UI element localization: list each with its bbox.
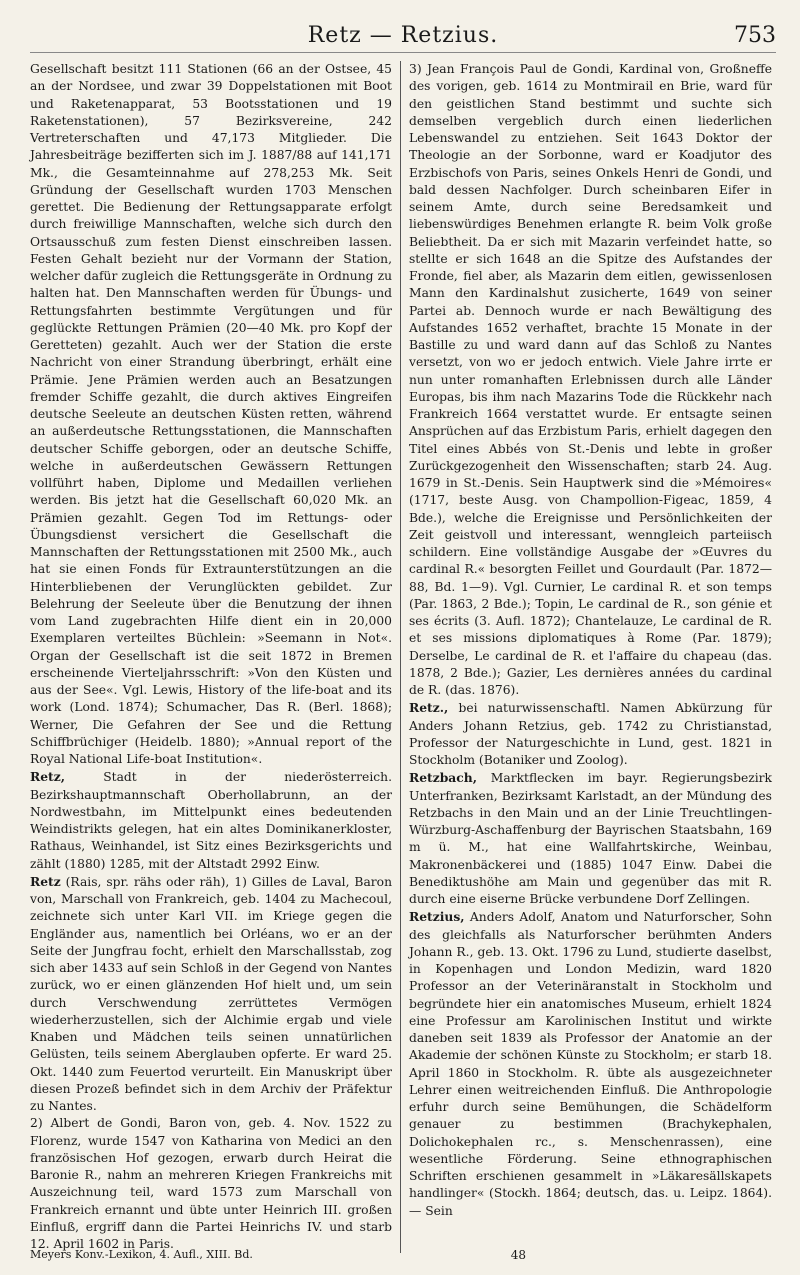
entry-text: Marktflecken im bayr. Regierungsbezirk Unterfranken, Bezirksamt Karlstadt, an der Mündung des Retzbachs in den Main und an der Linie Treuchtlingen-Würzburg-Aschaffenburg der Bayrischen Staatsbahn, 169 m ü. M., hat eine Wallfahrtskirche, Weinbau, Makronenbäckerei und (1885) 1047 Einw. Dabei die Benediktushöhe am Main und gegenüber das mit R. durch eine eiserne Brücke verbundene Dorf Zellingen.	[409, 771, 772, 906]
entry-retz-city	[30, 768, 392, 873]
running-title: Retz — Retzius.	[307, 23, 499, 48]
right-column	[401, 61, 772, 1253]
headword: Retz.,	[409, 700, 449, 716]
headword: Retz	[30, 873, 61, 889]
entry-retzbach	[409, 769, 772, 908]
entry-text: Stadt in der niederösterreich. Bezirkshauptmannschaft Oberhollabrunn, an der Nordwestbahn, im Mittelpunkt eines bedeutenden Weindistrikts gelegen, hat ein altes Dominikanerkloster, Rathaus, Weinhandel, ist Sitz eines Bezirksgerichts und zählt (1880) 1285, mit der Altstadt 2992 Einw.	[30, 770, 392, 871]
signature-mark: 48	[510, 1248, 526, 1262]
page-footer	[30, 1248, 776, 1262]
entry-text: Anders Adolf, Anatom und Naturforscher, Sohn des gleichfalls als Naturforscher berühmten Anders Johann R., geb. 13. Okt. 1796 zu Lund, studierte daselbst, in Kopenhagen und London Medizin, ward 1820 Professor an der Veterinäranstalt in Stockholm und begründete hier ein anatomisches Museum, erhielt 1824 eine Professur am Karolinischen Institut und wirkte daneben seit 1839 als Professor der Anatomie an der Akademie der schönen Künste zu Stockholm; er starb 18. April 1860 in Stockholm. R. übte als ausgezeichneter Lehrer einen weitreichenden Einfluß. Die Anthropologie erfuhr durch seine Bemühungen, die Schädelform genauer zu bestimmen (Brachykephalen, Dolichokephalen rc., s. Menschenrassen), eine wesentliche Förderung. Seine ethnographischen Schriften erschienen gesammelt in »Läkaresällskapets handlinger« (Stockh. 1864; deutsch, das. u. Leipz. 1864). — Sein	[409, 910, 772, 1218]
text-columns	[30, 61, 776, 1253]
entry-retz-albert: 2) Albert de Gondi, Baron von, geb. 4. Nov. 1522 zu Florenz, wurde 1547 von Katharina von Medici an den französischen Hof gezogen, erwarb durch Heirat die Baronie R., nahm an mehreren Kriegen Frankreichs mit Auszeichnung teil, ward 1573 zum Marschall von Frankreich ernannt und übte unter Heinrich III. großen Einfluß, ergriff dann die Partei Heinrichs IV. und starb 12. April 1602 in Paris.	[30, 1116, 392, 1251]
imprint: Meyers Konv.-Lexikon, 4. Aufl., XIII. Bd.	[30, 1248, 253, 1261]
entry-text: bei naturwissenschaftl. Namen Abkürzung für Anders Johann Retzius, geb. 1742 zu Christianstad, Professor der Naturgeschichte in Lund, gest. 1821 in Stockholm (Botaniker und Zoolog).	[409, 701, 772, 767]
headword: Retz,	[30, 769, 65, 785]
entry-text: (Rais, spr. rähs oder räh), 1) Gilles de Laval, Baron von, Marschall von Frankreich, geb. 1404 zu Machecoul, zeichnete sich unter Karl VII. im Kriege gegen die Engländer aus, namentlich bei Orléans, wo er an der Seite der Jungfrau focht, erhielt den Marschallsstab, zog sich aber 1433 auf sein Schloß in der Gegend von Nantes zurück, wo er einen glänzenden Hof hielt und, um sein durch Verschwendung zerrüttetes Vermögen wiederherzustellen, sich der Alchimie ergab und viele Knaben und Mädchen teils seinen unnatürlichen Gelüsten, teils seinem Aberglauben opferte. Er ward 25. Okt. 1440 zum Feuertod verurteilt. Ein Manuskript über diesen Prozeß befindet sich in dem Archiv der Präfektur zu Nantes.	[30, 874, 392, 1113]
page-number: 753	[734, 23, 776, 48]
entry-retz-persons	[30, 873, 392, 1116]
entry-retz-abbrev	[409, 699, 772, 769]
entry-continuation: Gesellschaft besitzt 111 Stationen (66 an der Ostsee, 45 an der Nordsee, und zwar 39 Doppelstationen mit Boot und Raketenapparat, 53 Bootsstationen und 19 Raketenstationen), 57 Bezirksvereine, 242 Vertreterschaften und 47,173 Mitglieder. Die Jahresbeiträge bezifferten sich im J. 1887/88 auf 141,171 Mk., die Gesamteinnahme auf 278,253 Mk. Seit Gründung der Gesellschaft wurden 1703 Menschen gerettet. Die Bedienung der Rettungsapparate erfolgt durch freiwillige Mannschaften, welche sich durch den Ortsausschuß zum festen Dienst einschreiben lassen. Festen Gehalt bezieht nur der Vormann der Station, welcher dafür zugleich die Rettungsgeräte in Ordnung zu halten hat. Den Mannschaften werden für Übungs- und Rettungsfahrten bestimmte Vergütungen und für geglückte Rettungen Prämien (20—40 Mk. pro Kopf der Geretteten) gezahlt. Auch wer der Station die erste Nachricht von einer Strandung überbringt, erhält eine Prämie. Jene Prämien werden auch an Besatzungen fremder Schiffe gezahlt, die durch aktives Eingreifen deutsche Seeleute an deutschen Küsten retten, während an außerdeutsche Rettungsstationen, die Mannschaften deutscher Schiffe geborgen, oder an deutsche Schiffe, welche in außerdeutschen Gewässern Rettungen vollführt haben, Diplome und Medaillen verliehen werden. Bis jetzt hat die Gesellschaft 60,020 Mk. an Prämien gezahlt. Gegen Tod im Rettungs- oder Übungsdienst versichert die Gesellschaft die Mannschaften der Rettungsstationen mit 2500 Mk., auch hat sie einen Fonds für Extraunterstützungen an die Hinterbliebenen der Verunglückten gebildet. Zur Belehrung der Seeleute über die Benutzung der ihnen vom Land zugebrachten Hilfe dient ein in 20,000 Exemplaren verteiltes Büchlein: »Seemann in Not«. Organ der Gesellschaft ist die seit 1872 in Bremen erscheinende Vierteljahrsschrift: »Von den Küsten und aus der See«. Vgl. Lewis, History of the life-boat and its work (Lond. 1874); Schumacher, Das R. (Berl. 1868); Werner, Die Gefahren der See und die Rettung Schiffbrüchiger (Heidelb. 1880); »Annual report of the Royal National Life-boat Institution«.	[30, 62, 392, 766]
left-column	[30, 61, 401, 1253]
entry-retzius	[409, 908, 772, 1220]
page-header	[30, 14, 776, 53]
headword: Retzius,	[409, 909, 465, 925]
entry-retz-jean-francois: 3) Jean François Paul de Gondi, Kardinal von, Großneffe des vorigen, geb. 1614 zu Montmirail en Brie, ward für den geistlichen Stand bestimmt und suchte sich demselben vergeblich durch einen liederlichen Lebenswandel zu entziehen. Seit 1643 Doktor der Theologie an der Sorbonne, ward er Koadjutor des Erzbischofs von Paris, seines Onkels Henri de Gondi, und bald dessen Nachfolger. Durch scheinbaren Eifer in seinem Amte, durch seine Beredsamkeit und liebenswürdiges Benehmen erlangte R. beim Volk große Beliebtheit. Da er sich mit Mazarin verfeindet hatte, so stellte er sich 1648 an die Spitze des Aufstandes der Fronde, fiel aber, als Mazarin dem eitlen, gewissenlosen Mann den Kardinalshut zusicherte, 1649 von seiner Partei ab. Dennoch wurde er nach Bewältigung des Aufstandes 1652 verhaftet, brachte 15 Monate in der Bastille zu und ward dann auf das Schloß zu Nantes versetzt, von wo er jedoch entwich. Viele Jahre irrte er nun unter romanhaften Erlebnissen durch alle Länder Europas, bis ihm nach Mazarins Tode die Rückkehr nach Frankreich 1664 verstattet wurde. Er entsagte seinen Ansprüchen auf das Erzbistum Paris, erhielt dagegen den Titel eines Abbés von St.-Denis und lebte in großer Zurückgezogenheit den Wissenschaften; starb 24. Aug. 1679 in St.-Denis. Sein Hauptwerk sind die »Mémoires« (1717, beste Ausg. von Champollion-Figeac, 1859, 4 Bde.), welche die Ereignisse und Persönlichkeiten der Zeit geistvoll und interessant, wenngleich parteiisch schildern. Eine vollständige Ausgabe der »Œuvres du cardinal R.« besorgten Feillet und Gourdault (Par. 1872—88, Bd. 1—9). Vgl. Curnier, Le cardinal R. et son temps (Par. 1863, 2 Bde.); Topin, Le cardinal de R., son génie et ses écrits (3. Aufl. 1872); Chantelauze, Le cardinal de R. et ses missions diplomatiques à Rome (Par. 1879); Derselbe, Le cardinal de R. et l'affaire du chapeau (das. 1878, 2 Bde.); Gazier, Les dernières années du cardinal de R. (das. 1876).	[409, 62, 772, 697]
headword: Retzbach,	[409, 770, 477, 786]
